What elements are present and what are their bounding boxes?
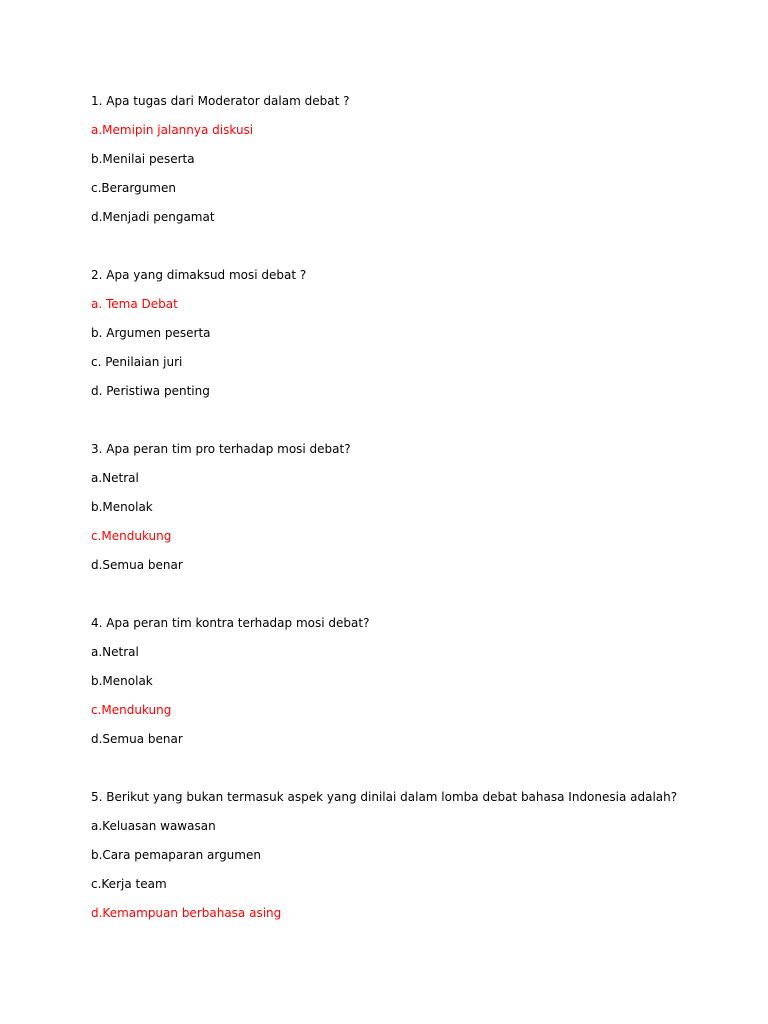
option-d: d.Semua benar <box>91 558 183 572</box>
option-c: c.Mendukung <box>91 529 172 543</box>
option-c: c.Kerja team <box>91 877 167 891</box>
question-2 <box>91 267 731 412</box>
spacer <box>91 760 731 789</box>
option-c: c.Mendukung <box>91 703 172 717</box>
option-c: c. Penilaian juri <box>91 355 183 369</box>
option-a: a. Tema Debat <box>91 297 178 311</box>
question-text: 4. Apa peran tim kontra terhadap mosi debat? <box>91 616 370 630</box>
option-b: b.Menolak <box>91 500 153 514</box>
option-b: b.Menolak <box>91 674 153 688</box>
question-text: 3. Apa peran tim pro terhadap mosi debat? <box>91 442 351 456</box>
quiz-content <box>91 93 731 934</box>
option-a: a.Keluasan wawasan <box>91 819 216 833</box>
option-b: b. Argumen peserta <box>91 326 211 340</box>
option-d: d.Kemampuan berbahasa asing <box>91 906 282 920</box>
spacer <box>91 586 731 615</box>
option-a: a.Netral <box>91 471 139 485</box>
option-d: d.Menjadi pengamat <box>91 210 215 224</box>
option-d: d. Peristiwa penting <box>91 384 210 398</box>
option-a: a.Netral <box>91 645 139 659</box>
question-1 <box>91 93 731 238</box>
question-3 <box>91 441 731 586</box>
option-a: a.Memipin jalannya diskusi <box>91 123 254 137</box>
spacer <box>91 238 731 267</box>
question-text: 1. Apa tugas dari Moderator dalam debat ? <box>91 94 350 108</box>
option-c: c.Berargumen <box>91 181 176 195</box>
question-text: 5. Berikut yang bukan termasuk aspek yang dinilai dalam lomba debat bahasa Indonesia adalah? <box>91 790 678 804</box>
question-text: 2. Apa yang dimaksud mosi debat ? <box>91 268 307 282</box>
question-4 <box>91 615 731 760</box>
option-b: b.Cara pemaparan argumen <box>91 848 261 862</box>
option-b: b.Menilai peserta <box>91 152 195 166</box>
spacer <box>91 412 731 441</box>
question-5 <box>91 789 731 934</box>
option-d: d.Semua benar <box>91 732 183 746</box>
